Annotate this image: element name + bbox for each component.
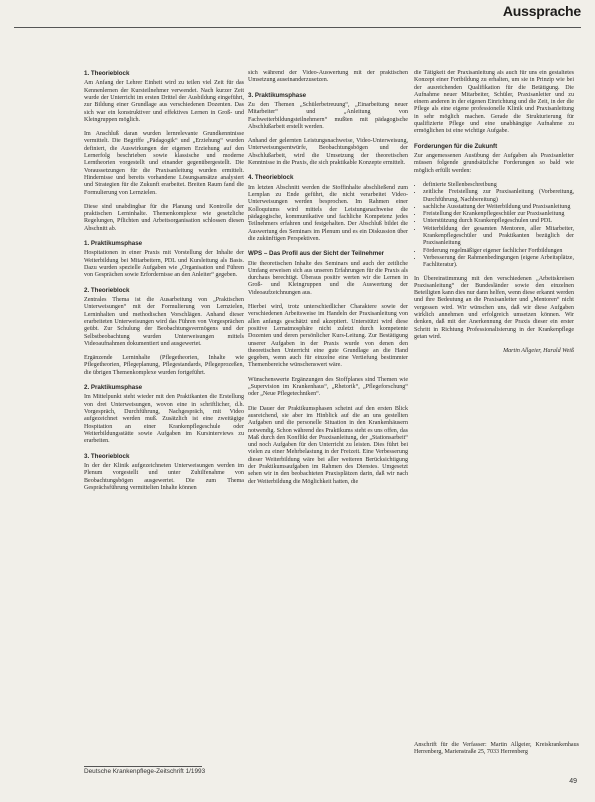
heading-forderungen: Forderungen für die Zukunft [414,142,498,150]
paragraph: Hierbei wird, trotz unterschiedlicher Charaktere sowie der verschiedenen Arbeitsweise im Handeln der Praxisanleitung von allen anfangs geschätzt und akzeptiert. Unterstützt wird diese positive Lernatmosphäre nicht zuletzt durch kompetente Dozenten und deren persönlicher Kurs-Leitung. Zur Bestätigung unserer Aufgaben in der Praxis wurde von denen den theoretischen Unterricht eine gute Grundlage an die Hand gegeben, wenn auch für einzelne eine Vertiefung bestimmter Themenbereiche wünschenswert wäre. [248,304,408,369]
paragraph: Hospitationen in einer Praxis mit Vorstellung der Inhalte der Weiterbildung bei Mitarbeitern, PDL und Kursleitung als Basis. Dazu wurden spezielle Aufgaben wie „Organisation und Führen von Gesprächen sowie Erfordernisse an den Anleiter“ gegeben. [84,250,244,279]
paragraph: Ergänzende Lerninhalte (Pflegetheorien, Inhalte wie Pflegetheorien, Pflegeplanung, Pflegestandards, Pflegeprozeßen, die übrigen Themenkomplexe wurden fortgeführt. [84,355,244,376]
paragraph: Zu den Themen „Schülerbetreuung“, „Einarbeitung neuer Mitarbeiter“ und „Anleitung von Fachweiterbildungsteilnehmern“ mußten mit pädagogische Abschlußarbeit erstellt werden. [248,102,408,130]
list-item: • definierte Stellenbeschreibung [423,182,574,189]
paragraph: Diese sind unabdingbar für die Planung und Kontrolle der praktischen Lerninhalte. Themenkomplexe wie gesetzliche Regelungen, Pflichten und Arbeitsorganisation schlossen diesen Abschnitt ab. [84,203,244,232]
heading-theorieblock-4: 4. Theorieblock [248,174,294,182]
heading-praktikumsphase-1: 1. Praktikumsphase [84,240,143,248]
paragraph: In der der Klinik aufgezeichneten Unterweisungen werden im Plenum vorgestellt und unter Zuhilfenahme von Beobachtungsbögen ausgewertet. Die zum Thema Gesprächsführung vermittelten Inhalte können [84,462,244,491]
list-item: • zeitliche Freistellung zur Praxisanleitung (Vorbereitung, Durchführung, Nachbereitung) [423,189,574,204]
list-item: • Unterstützung durch Krankenpflegeschulen und PDL [423,218,574,225]
paragraph: Am Anfang der Lehrer Einheit wird zu teilen viel Zeit für das Kennenlernen der Kursteilnehmer verwendet. Nach kurzer Zeit wurde der Unterricht im ersten Drittel der Ausbildung eingeführt, zur Bildung einer Grundlage aus verschiedenen Dozenten. Das sich war ein konstruktiver und effektives Lernen in Groß- und Kleingruppen möglich. [84,80,244,123]
paragraph: Zentrales Thema ist die Ausarbeitung von „Praktischen Unterweisungen“ mit der Formulierung von Lernzielen, Lerninhalten und methodischen Vorschlägen. Anhand dieser erarbeiteten Unterweisungen wird das Führen von Vorgesprächen geübt. Zur Schulung der Beobachtungsvermögens und der Selbstbeobachtung wurden Unterweisungen mittels Videoaufnahmen dokumentiert und ausgewertet. [84,297,244,347]
paragraph: Im Mittelpunkt steht wieder mit den Praktikanten die Erstellung von drei Unterweisungen, wovon eine in schriftlicher, d.h. Vorgespräch, Durchführung, Nachgespräch, mit Video aufgezeichnet werden muß. Zusätzlich ist eine zweitägige Hospitation an einer Krankenpflegeschule oder Weiterbildungsstätte sowie Aufgaben im Kursinterviews zu erarbeiten. [84,394,244,445]
footer-rule [84,766,202,767]
paragraph: Wünschenswerte Ergänzungen des Stoffplanes sind Themen wie „Supervision im Krankenhaus“, „Rhetorik“, „Pflegeforschung“ oder „Neue Pflegetechniken“. [248,376,408,398]
heading-theorieblock-1: 1. Theorieblock [84,70,130,77]
heading-praktikumsphase-2: 2. Praktikumsphase [84,384,143,392]
paragraph: Anhand der gelernten Leistungsnachweise, Video-Unterweisung, Unterweisungsentwürfe, Beobachtungsbögen und der Abschlußarbeit, wird die Umsetzung der theoretischen Kenntnisse in die Praxis, die sich praktikable Konzepte ermittelt. [248,138,408,167]
heading-theorieblock-2: 2. Theorieblock [84,286,130,294]
paragraph: die Tätigkeit der Praxisanleitung als auch für uns ein gestaltetes Konzept einer Fortbildung zu erhalten, um sie in Prinzip wie bei der ausreichenden Qualifikation für die Betätigung. Die Aufnahme neuer Mitarbeiter, Schüler, Praxisanleiter und zu einem anderen in der eigenen Einrichtung und die Zeit, in der die Pflege als eine eigene professionelle Klinik und Praxisanleitung in sehr möglich machen. Gerade die Strukturierung für qualifizierte Pflege und eine unabhängige Aufnahme zu ermöglichen ist eine wichtige Aufgabe. [414,70,574,135]
section-title: Aussprache [502,3,581,19]
list-item: • Freistellung der Krankenpflegeschüler zur Praxisanleitung [423,211,574,218]
heading-wps-profil: WPS – Das Profil aus der Sicht der Teilnehmer [248,250,385,258]
paragraph: Die Dauer der Praktikumsphasen scheint auf den ersten Blick ausreichend, sie aber im Hinblick auf die an uns gestellten Aufgaben und die personelle Situation in den Krankenhäusern notwendig. Schon während des Praktikums steht es uns offen, das Maß durch den Konflikt der Praxisanleitung, der „Stationsarbeit“ und noch Aufgaben für den Unterricht zu leisten. Dies führt bei vielen zu einer Mehrbelastung in der Freizeit. Eine Verbesserung dieser Weiterbildung wäre bei aller weiteren Berücksichtigung der Praktikumsaufgaben im Rahmen des Dienstes. Umgesetzt sehen wir in den beobachteten Praxisplätzen darin, daß wir nach der Weiterbildung die Möglichkeit hatten, die [248,405,408,485]
paragraph: Die theoretischen Inhalte des Seminars und auch der zeitliche Umfang erweisen sich aus unseren Erfahrungen für die Praxis als durchaus berechtigt. Überaus positiv werten wir die Lernen in Groß- und Kleingruppen und die Auswertung der Videoaufzeichnungen aus. [248,260,408,296]
paragraph: Im letzten Abschnitt werden die Stoffinhalte abschließend zum Lernplan zu Ende geführt, die nicht verarbeitet Video-Unterweisungen werden besprochen. Im Rahmen einer Kolloquiums wird mittels der Leistungsnachweise die pädagogische, kommunikative und fachliche Kompetenz jedes Teilnehmers erfahren und festgehalten. Der Abschluß bildet die Auswertung des Seminars im Plenum und es ein Diskussion über die zukünftigen Perspektiven. [248,184,408,242]
journal-footer: Deutsche Krankenpflege-Zeitschrift 1/1993 [84,768,206,775]
author-signature: Martin Allgeier, Harald Weiß [503,348,574,355]
text-column-1 [84,70,244,750]
demands-list [414,182,574,270]
list-item: • Weiterbildung der gesamten Mentoren, aller Mitarbeiter, Krankenpflegeschüler und Praktikanten bezüglich der Praxisanleitung [423,226,574,248]
text-column-3 [414,70,574,750]
author-address: Anschrift für die Verfasser: Martin Allgeier, Kreiskrankenhaus Herrenberg, Marienstraße 25, 7033 Herrenberg [414,742,579,756]
page-number: 49 [569,778,577,785]
paragraph: In Übereinstimmung mit den verschiedenen „Arbeitskreisen Praxisanleitung“ der Bundesländer sowie den einzelnen Beteiligten kann dies nur dann helfen, wenn diese erkannt werden und ihre Bedeutung an die Praxisanleiter und „Mentoren“ nicht vergessen wird. Wir wünschen uns, daß wir diese Aufgaben wirklich annehmen und erfolgreich umsetzen können. Wir denken, daß mit der Anerkennung der Praxis dieser ein erster Schritt in Richtung Professionalisierung in der Krankenpflege getan wird. [414,275,574,340]
list-item: • sachliche Ausstattung der Weiterbildung und Praxisanleitung [423,204,574,211]
paragraph: sich während der Video-Auswertung mit der praktischen Umsetzung auseinanderzusetzen. [248,70,408,84]
heading-praktikumsphase-3: 3. Praktikumsphase [248,91,307,99]
list-item: • Förderung regelmäßiger eigener fachlicher Fortbildungen [423,248,574,255]
heading-theorieblock-3: 3. Theorieblock [84,452,130,460]
list-item: • Verbesserung der Rahmenbedingungen (eigene Arbeitsplätze, Fachliteratur). [423,255,574,270]
paragraph: Im Anschluß daran wurden lernrelevante Grundkenntnisse vermittelt. Die Begriffe „Pädagogik“ und „Erziehung“ wurden definiert, die Auswirkungen der eigenen Erziehung auf den Lernerfolg beschrieben sowie klassische und moderne Lerntheorien vorgestellt und einander gegenübergestellt. Die Voraussetzungen für die Praxisanleitung wurden ermittelt. Hindernisse und bereits vorhandene Lösungsansätze analysiert und Strategien für die Zukunft erarbeitet. Breiten Raum fand die Formulierung von Lernzielen. [84,131,244,196]
paragraph: Zur angemessenen Ausübung der Aufgaben als Praxisanleiter müssen folgende grundsätzliche Forderungen so bald wie möglich erfüllt werden: [414,153,574,174]
header-rule [14,27,581,28]
text-column-2 [248,70,408,750]
